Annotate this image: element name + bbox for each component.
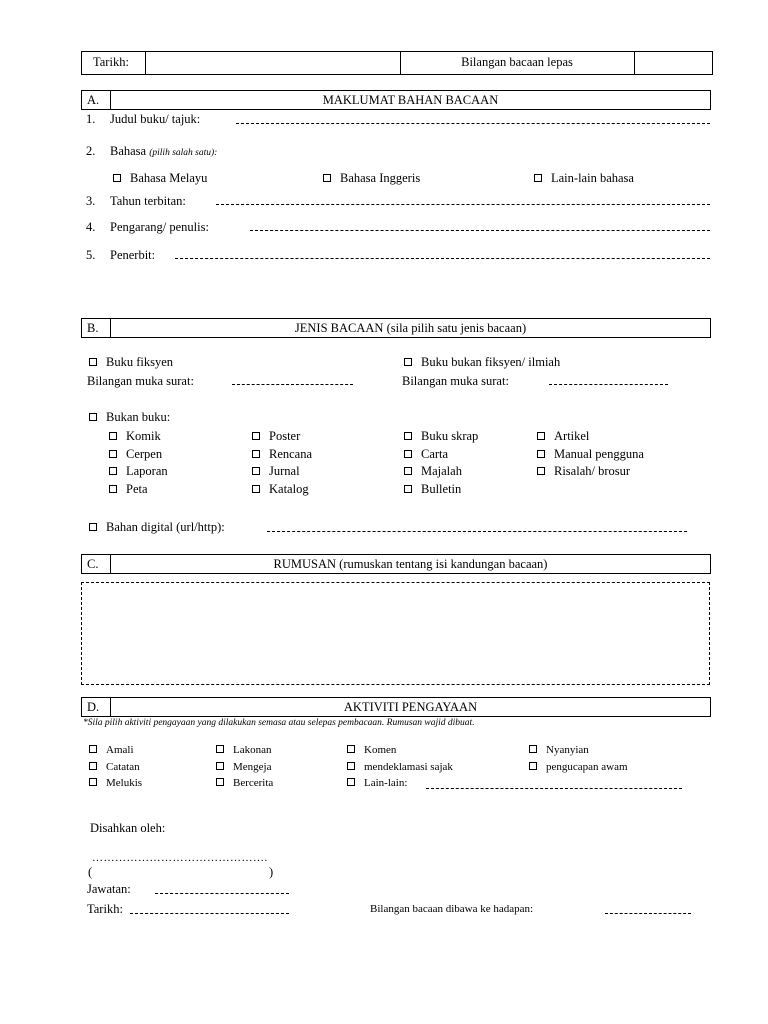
checkbox-icon[interactable] [109, 467, 117, 475]
pages-field-right[interactable] [549, 384, 668, 385]
activity-label: pengucapan awam [546, 761, 628, 773]
section-c-title: RUMUSAN (rumuskan tentang isi kandungan bacaan) [273, 557, 548, 571]
activity-label: Nyanyian [546, 744, 589, 756]
activity-item[interactable] [347, 761, 453, 773]
nonbook-item-label: Carta [421, 447, 449, 461]
nonbook-item[interactable] [252, 464, 300, 479]
nonbook-item-label: Manual pengguna [554, 447, 644, 461]
q2-label-text: Bahasa [110, 144, 147, 158]
activity-item[interactable] [529, 761, 628, 773]
carry-forward-field[interactable] [605, 913, 691, 914]
checkbox-icon[interactable] [89, 358, 97, 366]
option-digital[interactable] [89, 520, 225, 535]
nonbook-item[interactable] [537, 429, 589, 444]
checkbox-icon[interactable] [404, 450, 412, 458]
nonbook-item[interactable] [109, 482, 148, 497]
pages-field-left[interactable] [232, 384, 353, 385]
checkbox-icon[interactable] [347, 778, 355, 786]
activity-label: Mengeja [233, 761, 272, 773]
checkbox-icon[interactable] [109, 485, 117, 493]
nonbook-item-label: Poster [269, 429, 301, 443]
checkbox-icon[interactable] [252, 450, 260, 458]
nonbook-item[interactable] [252, 429, 300, 444]
option-nonbook-label: Bukan buku: [106, 410, 171, 424]
checkbox-icon[interactable] [529, 762, 537, 770]
section-a-title: MAKLUMAT BAHAN BACAAN [322, 93, 499, 107]
header-count-label: Bilangan bacaan lepas [461, 55, 573, 69]
nonbook-item-label: Risalah/ brosur [554, 464, 631, 478]
activity-item[interactable] [529, 744, 589, 756]
checkbox-icon[interactable] [347, 762, 355, 770]
q1-number: 1. [86, 112, 96, 126]
activity-item[interactable] [216, 761, 271, 773]
section-a-letter: A. [87, 93, 100, 107]
nonbook-item[interactable] [537, 447, 644, 462]
activity-label: Lakonan [233, 744, 272, 756]
activity-item[interactable] [89, 761, 140, 773]
checkbox-icon[interactable] [252, 485, 260, 493]
activity-item[interactable] [89, 744, 134, 756]
nonbook-item[interactable] [404, 429, 478, 444]
nonbook-item[interactable] [109, 447, 162, 462]
q4-number: 4. [86, 220, 96, 234]
q5-publisher-field[interactable] [175, 258, 710, 259]
q4-author-field[interactable] [250, 230, 710, 231]
nonbook-item-label: Katalog [269, 482, 309, 496]
option-nonfiction-label: Buku bukan fiksyen/ ilmiah [421, 355, 561, 369]
checkbox-icon[interactable] [89, 778, 97, 786]
lang-option-label: Bahasa Inggeris [340, 171, 421, 185]
q3-label: Tahun terbitan: [110, 194, 186, 208]
checkbox-icon[interactable] [404, 358, 412, 366]
nonbook-item-label: Jurnal [269, 464, 300, 478]
checkbox-icon[interactable] [216, 745, 224, 753]
nonbook-item-label: Peta [126, 482, 148, 496]
checkbox-icon[interactable] [109, 432, 117, 440]
nonbook-item-label: Artikel [554, 429, 590, 443]
header-date-cell[interactable] [146, 52, 399, 74]
activity-item[interactable] [347, 744, 396, 756]
nonbook-item-label: Komik [126, 429, 161, 443]
nonbook-item[interactable] [109, 429, 161, 444]
nonbook-item[interactable] [404, 447, 448, 462]
section-d-letter: D. [87, 700, 100, 714]
summary-textarea[interactable] [81, 582, 710, 685]
signature-dots[interactable]: ………………………………………. [92, 852, 268, 864]
q2-hint: (pilih salah satu): [149, 148, 218, 158]
q3-number: 3. [86, 194, 96, 208]
section-b-title: JENIS BACAAN (sila pilih satu jenis bacaan) [294, 321, 527, 335]
activity-label: Melukis [106, 777, 143, 789]
q2-label [110, 144, 217, 159]
option-nonfiction[interactable] [404, 355, 560, 370]
nonbook-item[interactable] [252, 482, 309, 497]
q3-year-field[interactable] [216, 204, 710, 205]
checkbox-icon[interactable] [89, 523, 97, 531]
checkbox-icon[interactable] [89, 745, 97, 753]
nonbook-item-label: Laporan [126, 464, 168, 478]
nonbook-item[interactable] [404, 464, 462, 479]
activity-item[interactable] [89, 777, 142, 789]
option-fiction[interactable] [89, 355, 173, 370]
activity-other-field[interactable] [426, 788, 682, 789]
header-count-cell[interactable] [635, 52, 712, 74]
activity-item[interactable] [347, 777, 407, 789]
header-date-label: Tarikh: [93, 55, 129, 69]
section-b-letter: B. [87, 321, 99, 335]
pages-label-left: Bilangan muka surat: [87, 374, 194, 388]
position-label: Jawatan: [87, 882, 131, 896]
checkbox-icon[interactable] [252, 467, 260, 475]
checkbox-icon[interactable] [89, 762, 97, 770]
activity-label: mendeklamasi sajak [364, 761, 453, 773]
name-paren-close: ) [269, 865, 274, 879]
checkbox-icon[interactable] [534, 174, 542, 182]
approved-by-label: Disahkan oleh: [90, 821, 166, 835]
checkbox-icon[interactable] [347, 745, 355, 753]
activity-label: Amali [106, 744, 134, 756]
nonbook-item-label: Rencana [269, 447, 313, 461]
nonbook-item-label: Cerpen [126, 447, 163, 461]
activity-label: Catatan [106, 761, 140, 773]
section-d-title: AKTIVITI PENGAYAAN [343, 700, 478, 714]
q4-label: Pengarang/ penulis: [110, 220, 209, 234]
nonbook-item[interactable] [537, 464, 630, 479]
nonbook-item-label: Majalah [421, 464, 462, 478]
lang-option-malay[interactable] [113, 171, 207, 186]
activity-item[interactable] [216, 744, 271, 756]
nonbook-item[interactable] [252, 447, 312, 462]
activity-label: Komen [364, 744, 397, 756]
q1-title-field[interactable] [236, 123, 710, 124]
nonbook-item[interactable] [109, 464, 168, 479]
pages-label-right: Bilangan muka surat: [402, 374, 509, 388]
q2-number: 2. [86, 144, 96, 158]
digital-url-field[interactable] [267, 531, 687, 532]
q1-label: Judul buku/ tajuk: [110, 112, 201, 126]
activity-item[interactable] [216, 777, 273, 789]
lang-option-other[interactable] [534, 171, 634, 186]
option-fiction-label: Buku fiksyen [106, 355, 174, 369]
option-digital-label: Bahan digital (url/http): [106, 520, 225, 534]
lang-option-label: Bahasa Melayu [130, 171, 208, 185]
checkbox-icon[interactable] [404, 432, 412, 440]
checkbox-icon[interactable] [252, 432, 260, 440]
checkbox-icon[interactable] [89, 413, 97, 421]
activity-label: Lain-lain: [364, 777, 408, 789]
checkbox-icon[interactable] [323, 174, 331, 182]
checkbox-icon[interactable] [529, 745, 537, 753]
option-nonbook[interactable] [89, 410, 170, 425]
checkbox-icon[interactable] [537, 467, 545, 475]
checkbox-icon[interactable] [109, 450, 117, 458]
name-field[interactable] [96, 865, 266, 880]
nonbook-item-label: Bulletin [421, 482, 462, 496]
checkbox-icon[interactable] [404, 467, 412, 475]
section-d-note: *Sila pilih aktiviti pengayaan yang dilakukan semasa atau selepas pembacaan. Rumusan wajid dibuat. [83, 718, 475, 728]
carry-forward-label: Bilangan bacaan dibawa ke hadapan: [370, 903, 534, 915]
nonbook-item-label: Buku skrap [421, 429, 479, 443]
section-c-letter: C. [87, 557, 99, 571]
activity-label: Bercerita [233, 777, 274, 789]
name-paren-open: ( [88, 865, 93, 879]
checkbox-icon[interactable] [113, 174, 121, 182]
checkbox-icon[interactable] [216, 778, 224, 786]
q5-label: Penerbit: [110, 248, 156, 262]
footer-date-field[interactable] [130, 913, 289, 914]
checkbox-icon[interactable] [537, 432, 545, 440]
checkbox-icon[interactable] [537, 450, 545, 458]
lang-option-english[interactable] [323, 171, 420, 186]
nonbook-item[interactable] [404, 482, 461, 497]
footer-date-label: Tarikh: [87, 902, 123, 916]
lang-option-label: Lain-lain bahasa [551, 171, 634, 185]
checkbox-icon[interactable] [216, 762, 224, 770]
checkbox-icon[interactable] [404, 485, 412, 493]
q5-number: 5. [86, 248, 96, 262]
position-field[interactable] [155, 893, 289, 894]
